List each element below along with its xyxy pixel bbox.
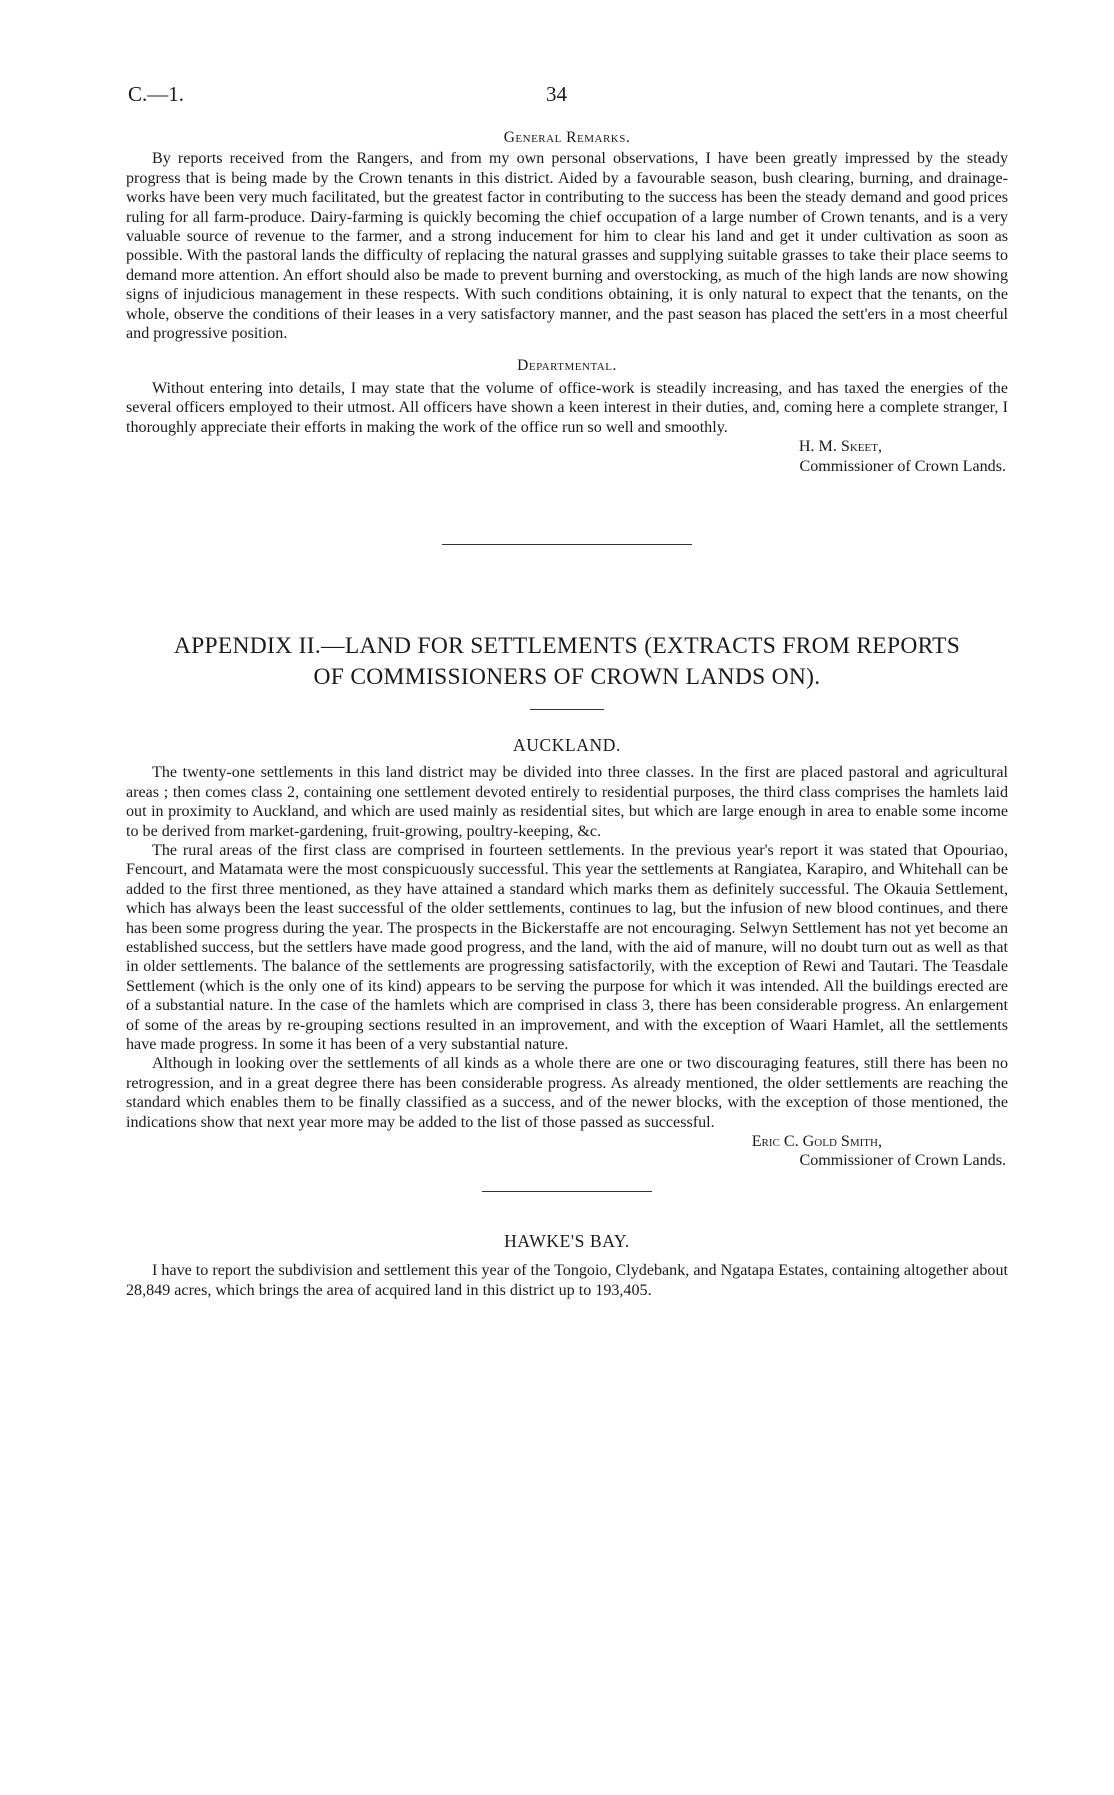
appendix-title [126,631,1008,693]
signature-name: H. M. Skeet, [798,438,882,456]
section-heading-hawkes-bay: HAWKE'S BAY. [504,1230,630,1251]
title-underline [530,709,604,710]
paragraph: By reports received from the Rangers, and from my own personal observations, I have been greatly impressed by the steady progress that is being made by the Crown tenants in this district. Aided by a favourable season, bush clearing, burning, and drainage-works have been very much facilitated, but the greatest factor in contributing to the success has been the steady demand and good prices ruling for all farm-produce. Dairy-farming is quickly becoming the chief occupation of a large number of Crown tenants, and is a very valuable source of revenue to the farmer, and a strong inducement for him to clear his land and get it under cultivation as soon as possible. With the pastoral lands the difficulty of replacing the natural grasses and supplying suitable grasses to take their place seems to demand more attention. An effort should also be made to prevent burning and overstocking, as much of the high lands are now showing signs of injudicious management in these respects. With such conditions obtaining, it is only natural to expect that the tenants, on the whole, observe the conditions of their leases in a very satisfactory manner, and the past season has placed the sett'ers in a most cheerful and progressive position. [126,150,1008,343]
hawkes-bay-section [126,1232,1008,1300]
paragraph: Without entering into details, I may state that the volume of office-work is steadily increasing, and has taxed the energies of the several officers employed to their utmost. All officers have shown a keen interest in their duties, and, coming here a complete stranger, I thoroughly appreciate their efforts in making the work of the office run so well and smoothly. [126,379,1008,436]
paragraph: Although in looking over the settlements of all kinds as a whole there are one or two discouraging features, still there has been no retrogression, and in a great degree there has been considerable progress. As already mentioned, the older settlements are reaching the standard which enables them to be finally classified as a success, and of the newer blocks, with the exception of those mentioned, the indications show that next year more may be added to the list of those passed as successful. [126,1055,1008,1131]
section-heading-general-remarks: General Remarks. [503,129,631,146]
paragraph: I have to report the subdivision and settlement this year of the Tongoio, Clydebank, and Ngatapa Estates, containing altogether about 28,849 acres, which brings the area of acquired land in this district up to 193,405. [126,1262,1008,1299]
general-remarks-section [126,128,1008,343]
auckland-section [126,736,1008,1171]
departmental-section [126,356,1008,475]
signature-name: Eric C. Gold Smith, [751,1133,882,1151]
document-reference: C.—1. [128,82,185,106]
signature-title: Commissioner of Crown Lands. [799,1152,1006,1170]
appendix-title-line: OF COMMISSIONERS OF CROWN LANDS ON). [313,663,821,690]
document-body [126,128,1008,1300]
page-header [128,82,1008,112]
section-heading-auckland: AUCKLAND. [513,734,621,755]
section-divider [482,1191,652,1192]
paragraph: The rural areas of the first class are comprised in fourteen settlements. In the previous year's report it was stated that Opouriao, Fencourt, and Matamata were the most conspicuously successful. This year the settlements at Rangiatea, Karapiro, and Whitehall can be added to the first three mentioned, as they have attained a standard which marks them as definitely successful. The Okauia Settlement, which has always been the least successful of the older settlements, continues to lag, but the infusion of new blood continues, and there has been some progress during the year. The prospects in the Bickerstaffe are not encouraging. Selwyn Settlement has not yet become an established success, but the settlers have made good progress, and the land, with the aid of manure, will no doubt turn out as well as that in older settlements. The balance of the settlements are progressing satisfactorily, with the exception of Rewi and Tautari. The Teasdale Settlement (which is the only one of its kind) appears to be serving the purpose for which it was intended. All the buildings erected are of a substantial nature. In the case of the hamlets which are comprised in class 3, there has been considerable progress. An enlargement of some of the areas by re-grouping sections resulted in an improvement, and with the exception of Waari Hamlet, all the settlements have made progress. In some it has been of a very substantial nature. [126,841,1008,1053]
page-number: 34 [546,82,567,106]
signature-title: Commissioner of Crown Lands. [799,457,1006,475]
section-divider [442,544,692,545]
appendix-title-line: APPENDIX II.—LAND FOR SETTLEMENTS (EXTRACTS FROM REPORTS [173,632,961,659]
paragraph: The twenty-one settlements in this land district may be divided into three classes. In the first are placed pastoral and agricultural areas ; then comes class 2, containing one settlement devoted entirely to residential purposes, the third class comprises the hamlets laid out in proximity to Auckland, and which are used mainly as residential sites, but which are large enough in area to enable some income to be derived from market-gardening, fruit-growing, poultry-keeping, &c. [126,764,1008,840]
section-heading-departmental: Departmental. [517,357,617,375]
